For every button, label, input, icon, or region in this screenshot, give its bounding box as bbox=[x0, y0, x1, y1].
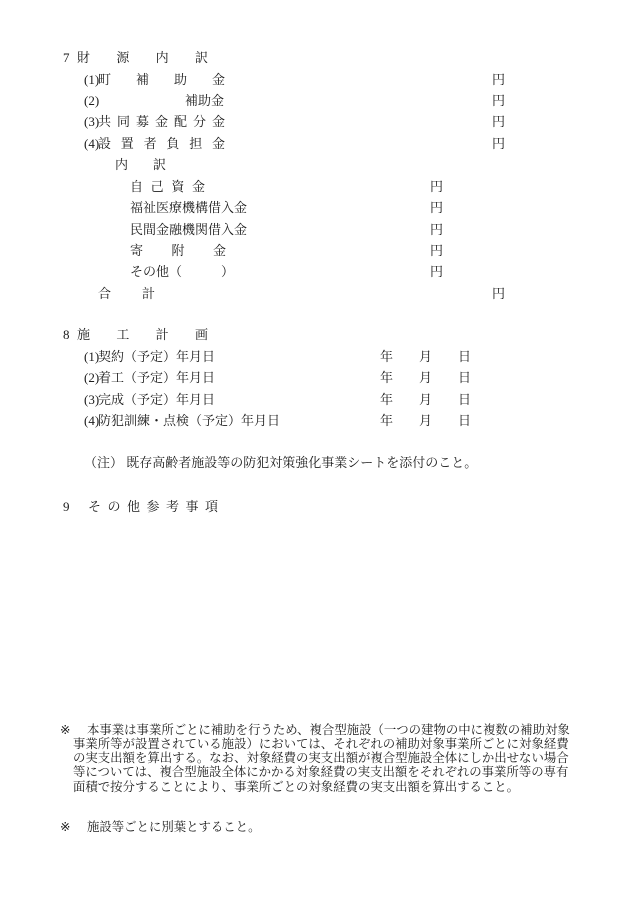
month-label: 月 bbox=[419, 349, 433, 364]
other-section-title: その他参考事項 bbox=[88, 499, 218, 514]
yen-unit: 円 bbox=[492, 72, 506, 87]
item-number: (1) bbox=[84, 72, 100, 87]
item-number: (4) bbox=[84, 136, 100, 151]
breakdown-item-label: その他（ ） bbox=[130, 264, 235, 279]
other-section-number: 9 bbox=[63, 499, 70, 514]
yen-unit: 円 bbox=[492, 93, 506, 108]
month-label: 月 bbox=[419, 413, 433, 428]
yen-unit: 円 bbox=[492, 136, 506, 151]
funding-section-title: 財源内訳 bbox=[77, 50, 208, 65]
yen-unit: 円 bbox=[492, 114, 506, 129]
breakdown-item-label: 自己資金 bbox=[130, 179, 205, 194]
month-label: 月 bbox=[419, 392, 433, 407]
footnote-line: の実支出額を算出する。なお、対象経費の実支出額が複合型施設全体にしか出せない場合 bbox=[73, 751, 569, 765]
footnote-line: 面積で按分することにより、事業所ごとの対象経費の実支出額を算出すること。 bbox=[73, 780, 520, 794]
year-label: 年 bbox=[380, 413, 394, 428]
item-label: 完成（予定）年月日 bbox=[98, 392, 216, 407]
day-label: 日 bbox=[458, 349, 472, 364]
item-label: 町補助金 bbox=[98, 72, 225, 87]
breakdown-item-label: 福祉医療機構借入金 bbox=[130, 200, 248, 215]
footnote-line: 等については、複合型施設全体にかかる対象経費の実支出額をそれぞれの事業所等の専有 bbox=[73, 765, 569, 779]
yen-unit: 円 bbox=[430, 222, 444, 237]
construction-section-title: 施工計画 bbox=[77, 327, 208, 342]
item-number: (3) bbox=[84, 114, 100, 129]
item-label: 設置者負担金 bbox=[98, 136, 225, 151]
day-label: 日 bbox=[458, 370, 472, 385]
funding-section-number: 7 bbox=[63, 50, 70, 65]
footnote-marker: ※ bbox=[60, 820, 71, 834]
yen-unit: 円 bbox=[492, 286, 506, 301]
item-label: 着工（予定）年月日 bbox=[98, 370, 216, 385]
attachment-note: （注） 既存高齢者施設等の防犯対策強化事業シートを添付のこと。 bbox=[84, 455, 478, 470]
year-label: 年 bbox=[380, 370, 394, 385]
day-label: 日 bbox=[458, 392, 472, 407]
day-label: 日 bbox=[458, 413, 472, 428]
item-label: 契約（予定）年月日 bbox=[98, 349, 216, 364]
item-label: 防犯訓練・点検（予定）年月日 bbox=[98, 413, 281, 428]
yen-unit: 円 bbox=[430, 264, 444, 279]
yen-unit: 円 bbox=[430, 243, 444, 258]
total-label: 合計 bbox=[98, 286, 155, 301]
breakdown-item-label: 寄附金 bbox=[130, 243, 226, 258]
item-number: (2) bbox=[84, 93, 100, 108]
item-label: 補助金 bbox=[185, 93, 225, 108]
item-number: (3) bbox=[84, 392, 100, 407]
construction-section-number: 8 bbox=[63, 327, 70, 342]
year-label: 年 bbox=[380, 349, 394, 364]
footnote-marker: ※ bbox=[60, 723, 71, 737]
item-label: 共同募金配分金 bbox=[98, 114, 225, 129]
breakdown-heading: 内訳 bbox=[115, 157, 166, 172]
item-number: (4) bbox=[84, 413, 100, 428]
item-number: (2) bbox=[84, 370, 100, 385]
yen-unit: 円 bbox=[430, 179, 444, 194]
yen-unit: 円 bbox=[430, 200, 444, 215]
item-number: (1) bbox=[84, 349, 100, 364]
footnote-line: 事業所等が設置されている施設）においては、それぞれの補助対象事業所ごとに対象経費 bbox=[73, 737, 569, 751]
year-label: 年 bbox=[380, 392, 394, 407]
footnote-line: 施設等ごとに別葉とすること。 bbox=[87, 820, 261, 834]
month-label: 月 bbox=[419, 370, 433, 385]
footnote-line: 本事業は事業所ごとに補助を行うため、複合型施設（一つの建物の中に複数の補助対象 bbox=[87, 723, 570, 737]
breakdown-item-label: 民間金融機関借入金 bbox=[130, 222, 248, 237]
